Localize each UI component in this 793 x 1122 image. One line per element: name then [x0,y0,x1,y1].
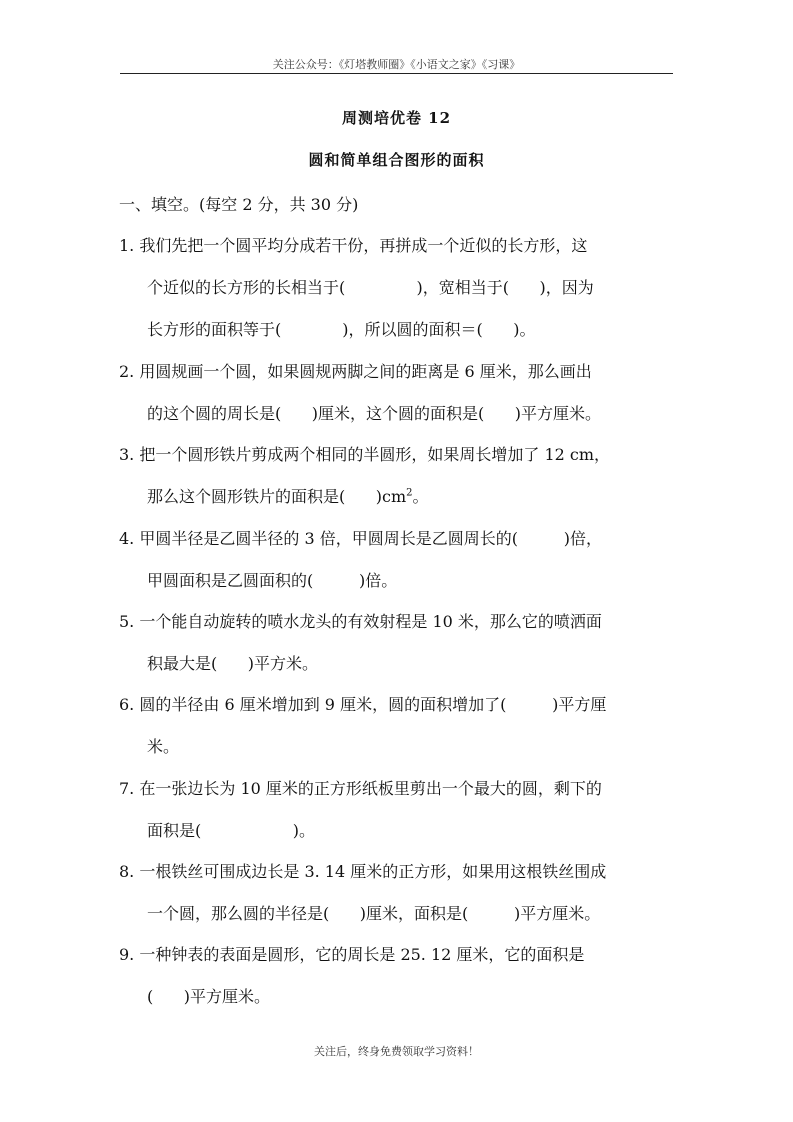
question-4-line-2: 甲圆面积是乙圆面积的( )倍。 [147,571,398,590]
question-7-line-1: 7. 在一张边长为 10 厘米的正方形纸板里剪出一个最大的圆，剩下的 [119,779,602,798]
page-footer: 关注后，终身免费领取学习资料！ [314,1045,479,1058]
question-3-line-2: 那么这个圆形铁片的面积是( )$cm^2$。 [147,487,429,506]
question-9-line-2: ( )平方厘米。 [147,987,271,1006]
question-5-line-1: 5. 一个能自动旋转的喷水龙头的有效射程是 10 米，那么它的喷洒面 [119,612,602,631]
page-title: 周测培优卷 12 [341,109,452,127]
question-1-line-2: 个近似的长方形的长相当于( )，宽相当于( )，因为 [147,278,594,297]
question-7-line-2: 面积是( )。 [147,821,316,840]
question-6-line-2: 米。 [147,737,180,756]
question-6-line-1: 6. 圆的半径由 6 厘米增加到 9 厘米，圆的面积增加了( )平方厘 [119,695,607,714]
page-subtitle: 圆和简单组合图形的面积 [308,151,485,169]
question-8-line-1: 8. 一根铁丝可围成边长是 3. 14 厘米的正方形，如果用这根铁丝围成 [119,862,607,881]
question-9-line-1: 9. 一种钟表的表面是圆形，它的周长是 25. 12 厘米，它的面积是 [119,945,585,964]
question-5-line-2: 积最大是( )平方米。 [147,654,319,673]
question-3-line-1: 3. 把一个圆形铁片剪成两个相同的半圆形，如果周长增加了 12 cm， [119,445,611,464]
question-2-line-2: 的这个圆的周长是( )厘米，这个圆的面积是( )平方厘米。 [147,404,602,423]
question-1-line-1: 1. 我们先把一个圆平均分成若干份，再拼成一个近似的长方形，这 [119,236,588,255]
section-heading: 一、填空。(每空 2 分，共 30 分) [119,195,359,214]
page-header: 关注公众号：《灯塔教师圈》《小语文之家》《习课》 [272,58,521,71]
header-divider [120,73,673,74]
question-4-line-1: 4. 甲圆半径是乙圆半径的 3 倍，甲圆周长是乙圆周长的( )倍， [119,529,602,548]
question-2-line-1: 2. 用圆规画一个圆，如果圆规两脚之间的距离是 6 厘米，那么画出 [119,362,592,381]
question-8-line-2: 一个圆，那么圆的半径是( )厘米，面积是( )平方厘米。 [147,904,601,923]
question-1-line-3: 长方形的面积等于( )，所以圆的面积＝( )。 [147,320,536,339]
